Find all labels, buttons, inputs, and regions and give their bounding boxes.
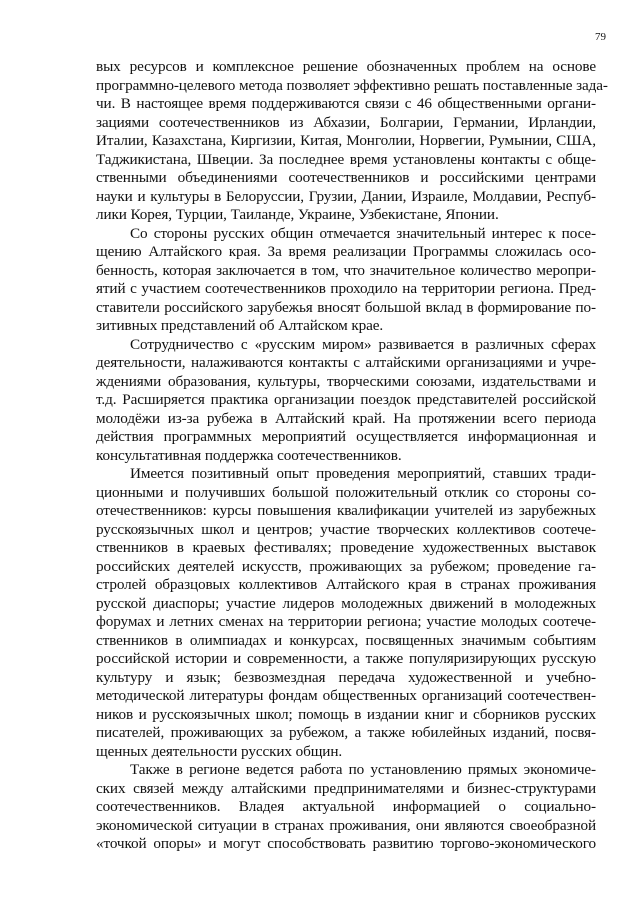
text-line: ционными и получивших большой положительный отклик со стороны со- <box>96 483 596 501</box>
text-line: т.д. Расширяется практика организации поездок представителей российской <box>96 391 596 408</box>
text-line: ставители российского зарубежья вносят большой вклад в формирование по- <box>96 298 596 316</box>
text-line: действия программных мероприятий осуществляется информационная и <box>96 428 596 445</box>
text-line: Со стороны русских общин отмечается значительный интерес к посе- <box>130 224 596 242</box>
body-text <box>96 58 608 854</box>
text-line: молодёжи из-за рубежа в Алтайский край. На протяжении всего периода <box>96 409 596 427</box>
text-line: Также в регионе ведется работа по установлению прямых экономиче- <box>130 761 596 778</box>
text-line: экономической ситуации в странах проживания, они являются своеобразной <box>96 816 596 834</box>
text-line: ственными объединениями соотечественников и российскими центрами <box>96 169 596 186</box>
text-line: ских связей между алтайскими предпринимателями и бизнес-структурами <box>96 779 596 797</box>
text-line: Сотрудничество с «русским миром» развивается в различных сферах <box>130 335 596 353</box>
text-line: лики Корея, Турции, Таиланде, Украине, Узбекистане, Японии. <box>96 206 499 223</box>
text-line: программно-целевого метода позволяет эффективно решать поставленные зада- <box>96 76 608 94</box>
text-line: чи. В настоящее время поддерживаются связи с 46 общественными органи- <box>96 95 596 112</box>
text-line: зациями соотечественников из Абхазии, Болгарии, Германии, Ирландии, <box>96 113 596 131</box>
text-line: русскоязычных школ и центров; участие творческих коллективов соотече- <box>96 520 596 538</box>
text-line: Италии, Казахстана, Киргизии, Китая, Монголии, Норвегии, Румынии, США, <box>96 132 596 149</box>
text-line: вых ресурсов и комплексное решение обозначенных проблем на основе <box>96 58 596 75</box>
text-line: зитивных представлений об Алтайском крае. <box>96 317 384 334</box>
text-line: культуру и язык; безвозмездная передача художественной и учебно- <box>96 668 596 686</box>
text-line: деятельности, налаживаются контакты с алтайскими организациями и учре- <box>96 354 596 371</box>
text-line: писателей, проживающих за рубежом, а также юбилейных изданий, посвя- <box>96 724 596 741</box>
text-line: методической литературы фондам общественных организаций соотечествен- <box>96 687 596 704</box>
text-line: «точкой опоры» и могут способствовать развитию торгово-экономического <box>96 835 596 852</box>
page-number: 79 <box>595 31 606 43</box>
text-line: ждениями образования, культуры, творческими союзами, издательствами и <box>96 372 596 390</box>
text-line: русской диаспоры; участие лидеров молодежных движений в молодежных <box>96 594 596 612</box>
text-line: Имеется позитивный опыт проведения мероприятий, ставших тради- <box>130 465 596 482</box>
text-line: ников и русскоязычных школ; помощь в издании книг и сборников русских <box>96 705 596 723</box>
text-line: стролей образцовых коллективов Алтайского края в странах проживания <box>96 576 596 593</box>
text-line: щению Алтайского края. За время реализации Программы сложилась осо- <box>96 243 596 260</box>
text-line: отечественников: курсы повышения квалификации учителей из зарубежных <box>96 502 596 519</box>
text-line: соотечественников. Владея актуальной информацией о социально- <box>96 798 596 815</box>
text-line: щенных деятельности русских общин. <box>96 742 343 760</box>
text-line: консультативная поддержка соотечественников. <box>96 446 402 464</box>
text-line: форумах и летних сменах на территории региона; участие молодых соотече- <box>96 613 596 630</box>
text-line: ственников в олимпиадах и конкурсах, посвященных значимым событиям <box>96 631 596 649</box>
text-line: ятий с участием соотечественников проходило на территории региона. Пред- <box>96 280 596 297</box>
text-line: науки и культуры в Белоруссии, Грузии, Дании, Израиле, Молдавии, Респуб- <box>96 187 596 205</box>
text-line: ственников в краевых фестивалях; проведение художественных выставок <box>96 539 596 556</box>
text-line: российской истории и современности, а также популяризирующих русскую <box>96 650 596 667</box>
text-line: российских деятелей искусств, проживающих за рубежом; проведение га- <box>96 557 596 575</box>
text-line: бенность, которая заключается в том, что значительное количество меропри- <box>96 261 596 279</box>
text-line: Таджикистана, Швеции. За последнее время установлены контакты с обще- <box>96 150 596 168</box>
